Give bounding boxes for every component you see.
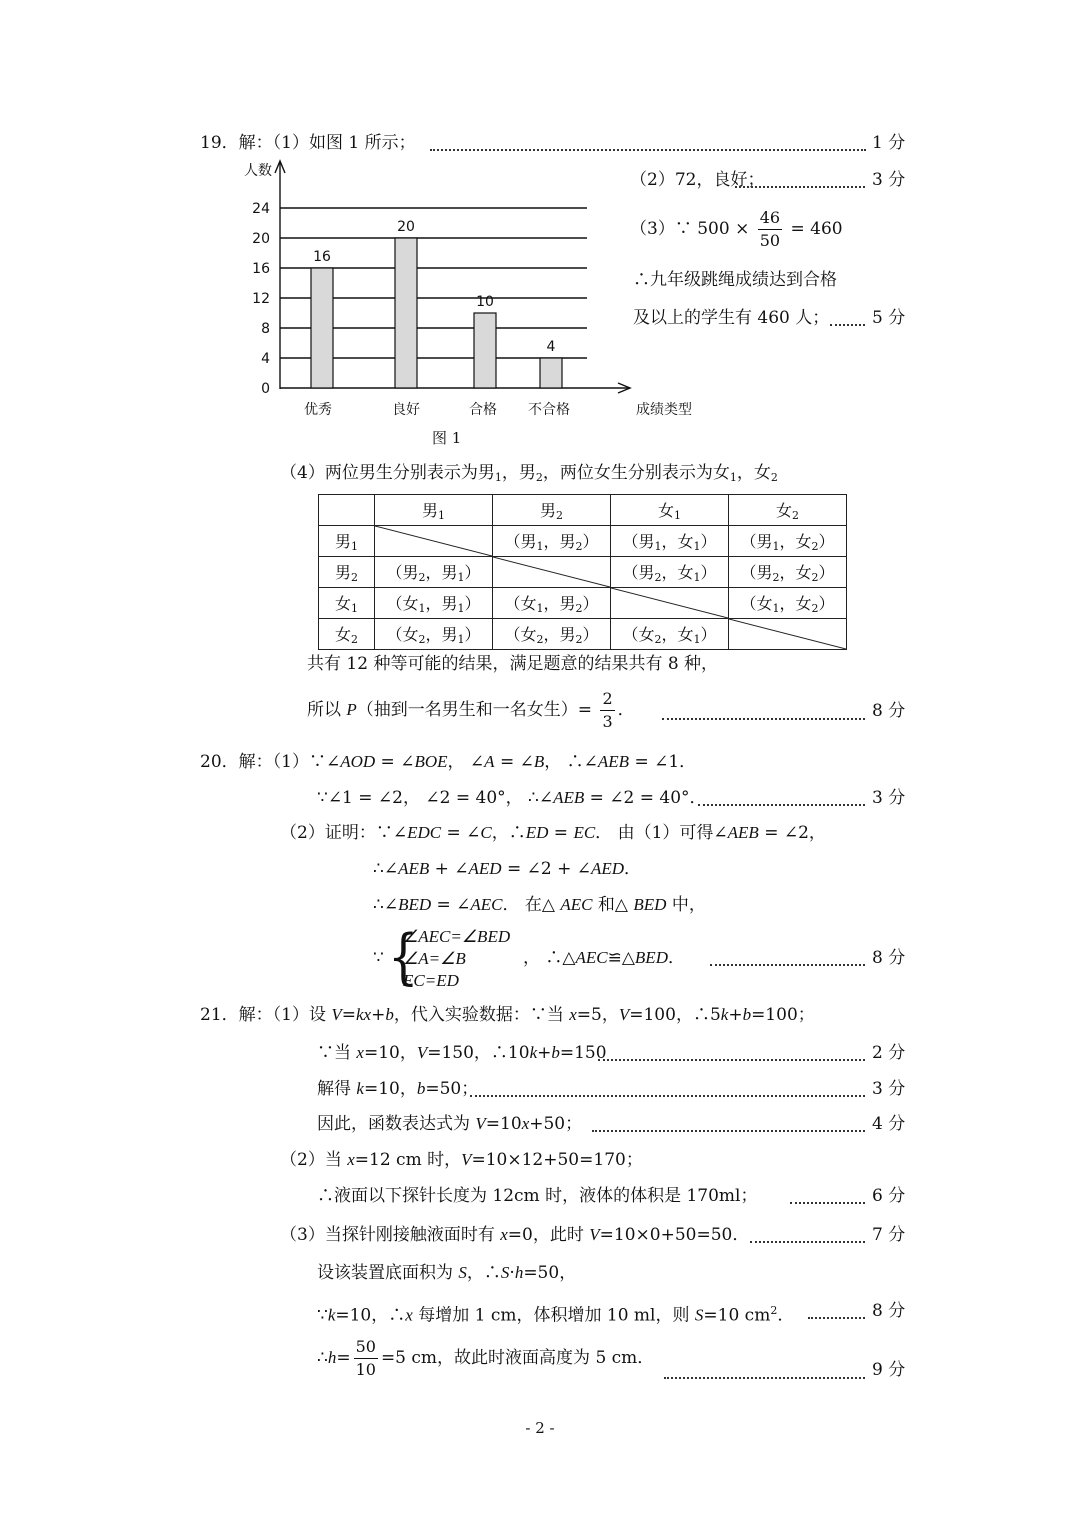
leader-dots	[470, 1093, 865, 1097]
q21-line-8: 设该装置底面积为 S，∴S·h=50，	[317, 1263, 577, 1283]
bar	[474, 313, 496, 388]
data-label: 10	[476, 294, 494, 310]
table-column-header: 男$_2$	[493, 495, 611, 526]
because-symbol: ∵	[373, 948, 384, 968]
y-tick-label: 4	[261, 351, 270, 367]
x-tick-label: 合格	[469, 402, 497, 418]
table-cell: （女$_2$，男$_1$）	[375, 619, 493, 650]
diagonal-line	[611, 588, 728, 618]
table-row-header: 女$_1$	[319, 588, 375, 619]
leader-dots	[750, 1239, 865, 1243]
table-row	[319, 557, 847, 588]
score: 7 分	[872, 1225, 906, 1245]
table-row-header: 女$_2$	[319, 619, 375, 650]
q21-line-2: ∵当 x=10，V=150，∴10k+b=150	[317, 1043, 607, 1063]
table-cell: （女$_2$，男$_2$）	[493, 619, 611, 650]
y-tick-label: 16	[252, 261, 270, 277]
q20-line-2: ∵∠1 = ∠2， ∠2 = 40°， ∴∠AEB = ∠2 = 40°．	[317, 788, 707, 808]
system-brace: {	[388, 922, 419, 992]
q20-line-5: ∴∠BED = ∠AEC． 在△ AEC 和△ BED 中，	[373, 895, 706, 915]
q19-line-6: 所以 P（抽到一名男生和一名女生）= $\frac{2}{3}$ ．	[307, 689, 635, 731]
score: 6 分	[872, 1186, 906, 1206]
table-column-header: 女$_2$	[729, 495, 847, 526]
leader-dots	[598, 1057, 865, 1061]
system-eq-1: ∠AEC=∠BED	[403, 927, 511, 946]
score: 8 分	[872, 701, 906, 721]
q20-line-4: ∴∠AEB + ∠AED = ∠2 + ∠AED．	[373, 859, 642, 879]
leader-dots	[430, 147, 866, 151]
q19-line-1: 19．解：（1）如图 1 所示；	[200, 133, 416, 153]
table-row	[319, 619, 847, 650]
table-header-row	[319, 495, 847, 526]
q19-line-3b: ∴九年级跳绳成绩达到合格	[633, 270, 837, 290]
q21-line-7: （3）当探针刚接触液面时有 x=0，此时 V=10×0+50=50．	[280, 1225, 750, 1245]
q21-line-10: ∴h= $\frac{50}{10}$ =5 cm，故此时液面高度为 5 cm．	[317, 1337, 655, 1379]
leader-dots	[664, 1375, 865, 1379]
leader-dots	[698, 802, 865, 806]
table-cell: （男$_2$，女$_2$）	[729, 557, 847, 588]
diagonal-line	[493, 557, 610, 587]
table-row-header: 男$_2$	[319, 557, 375, 588]
leader-dots	[830, 322, 865, 326]
y-tick-label: 12	[252, 291, 270, 307]
q21-line-9: ∵k=10，∴x 每增加 1 cm，体积增加 10 ml，则 S=10 $cm^2$．	[317, 1304, 795, 1326]
q20-line-3: （2）证明：∵∠EDC = ∠C，∴ED = EC． 由（1）可得∠AEB = ∠2，	[280, 823, 826, 843]
bar	[540, 358, 562, 388]
score: 2 分	[872, 1043, 906, 1063]
leader-dots	[710, 962, 865, 966]
leader-dots	[808, 1315, 865, 1319]
fraction: $\frac{46}{50}$	[759, 208, 781, 250]
q20-line-1: 20．解：（1）∵∠AOD = ∠BOE， ∠A = ∠B， ∴∠AEB = ∠1．	[200, 752, 697, 772]
score: 1 分	[872, 133, 906, 153]
diagonal-line	[729, 619, 846, 649]
y-tick-label: 0	[261, 381, 270, 397]
q21-line-1: 21．解：（1）设 V=kx+b，代入实验数据：∵当 x=5，V=100，∴5k+b=100；	[200, 1005, 815, 1025]
q19-line-3a: （3）∵ 500 × $\frac{46}{50}$ = 460	[630, 208, 843, 250]
data-label: 16	[313, 249, 331, 265]
q19-line-2: （2）72，良好；	[630, 170, 765, 190]
q20-line-6: ， ∴△AEC≌△BED．	[523, 948, 685, 968]
chart-caption: 图 1	[432, 429, 462, 447]
score: 8 分	[872, 948, 906, 968]
table-diagonal-cell	[493, 557, 611, 588]
diagonal-line	[375, 526, 492, 556]
score: 9 分	[872, 1360, 906, 1380]
table-row	[319, 526, 847, 557]
table-column-header: 女$_1$	[611, 495, 729, 526]
table-row-header: 男$_1$	[319, 526, 375, 557]
table-cell: （男$_1$，女$_2$）	[729, 526, 847, 557]
data-label: 20	[397, 219, 415, 235]
y-tick-label: 24	[252, 201, 270, 217]
table-diagonal-cell	[375, 526, 493, 557]
table-cell: （男$_1$，男$_2$）	[493, 526, 611, 557]
bar	[311, 268, 333, 388]
q21-line-6: ∴液面以下探针长度为 12cm 时，液体的体积是 170ml；	[317, 1186, 758, 1206]
table-cell: （男$_1$，女$_1$）	[611, 526, 729, 557]
q19-line-4: （4）两位男生分别表示为男$_1$，男$_2$，两位女生分别表示为女$_1$，女$_2$	[280, 463, 778, 484]
q21-line-5: （2）当 x=12 cm 时，V=10×12+50=170；	[280, 1150, 643, 1170]
table-cell: （女$_1$，女$_2$）	[729, 588, 847, 619]
table-cell: （男$_2$，男$_1$）	[375, 557, 493, 588]
q21-line-3: 解得 k=10，b=50；	[317, 1079, 479, 1099]
x-tick-label: 良好	[392, 402, 420, 418]
page-number: - 2 -	[525, 1419, 555, 1437]
table-diagonal-cell	[611, 588, 729, 619]
y-axis-label: 人数	[244, 163, 272, 179]
data-label: 4	[546, 339, 556, 355]
outcome-table	[318, 494, 847, 650]
fraction: $\frac{2}{3}$	[602, 689, 613, 731]
table-column-header: 男$_1$	[375, 495, 493, 526]
q21-line-4: 因此，函数表达式为 V=10x+50；	[317, 1114, 583, 1134]
x-tick-label: 优秀	[304, 402, 332, 418]
y-tick-label: 20	[252, 231, 270, 247]
leader-dots	[592, 1128, 865, 1132]
fraction: $\frac{50}{10}$	[355, 1337, 376, 1379]
x-axis-label: 成绩类型	[636, 402, 692, 418]
table-cell: （女$_1$，男$_2$）	[493, 588, 611, 619]
table-corner-cell	[319, 495, 375, 526]
system-eq-2: ∠A=∠B	[403, 949, 466, 968]
score: 3 分	[872, 1079, 906, 1099]
score: 3 分	[872, 788, 906, 808]
table-row	[319, 588, 847, 619]
table-cell: （女$_2$，女$_1$）	[611, 619, 729, 650]
bar	[395, 238, 417, 388]
table-cell: （男$_2$，女$_1$）	[611, 557, 729, 588]
leader-dots	[662, 716, 865, 720]
table-cell: （女$_1$，男$_1$）	[375, 588, 493, 619]
x-tick-label: 不合格	[528, 402, 570, 418]
leader-dots	[790, 1200, 865, 1204]
system-eq-3: EC=ED	[403, 971, 459, 990]
score: 8 分	[872, 1301, 906, 1321]
score: 4 分	[872, 1114, 906, 1134]
q19-line-5: 共有 12 种等可能的结果，满足题意的结果共有 8 种，	[307, 654, 719, 674]
q19-line-3c: 及以上的学生有 460 人；	[633, 308, 830, 328]
score: 5 分	[872, 308, 906, 328]
leader-dots	[735, 184, 865, 188]
score: 3 分	[872, 170, 906, 190]
y-tick-label: 8	[261, 321, 270, 337]
table-diagonal-cell	[729, 619, 847, 650]
